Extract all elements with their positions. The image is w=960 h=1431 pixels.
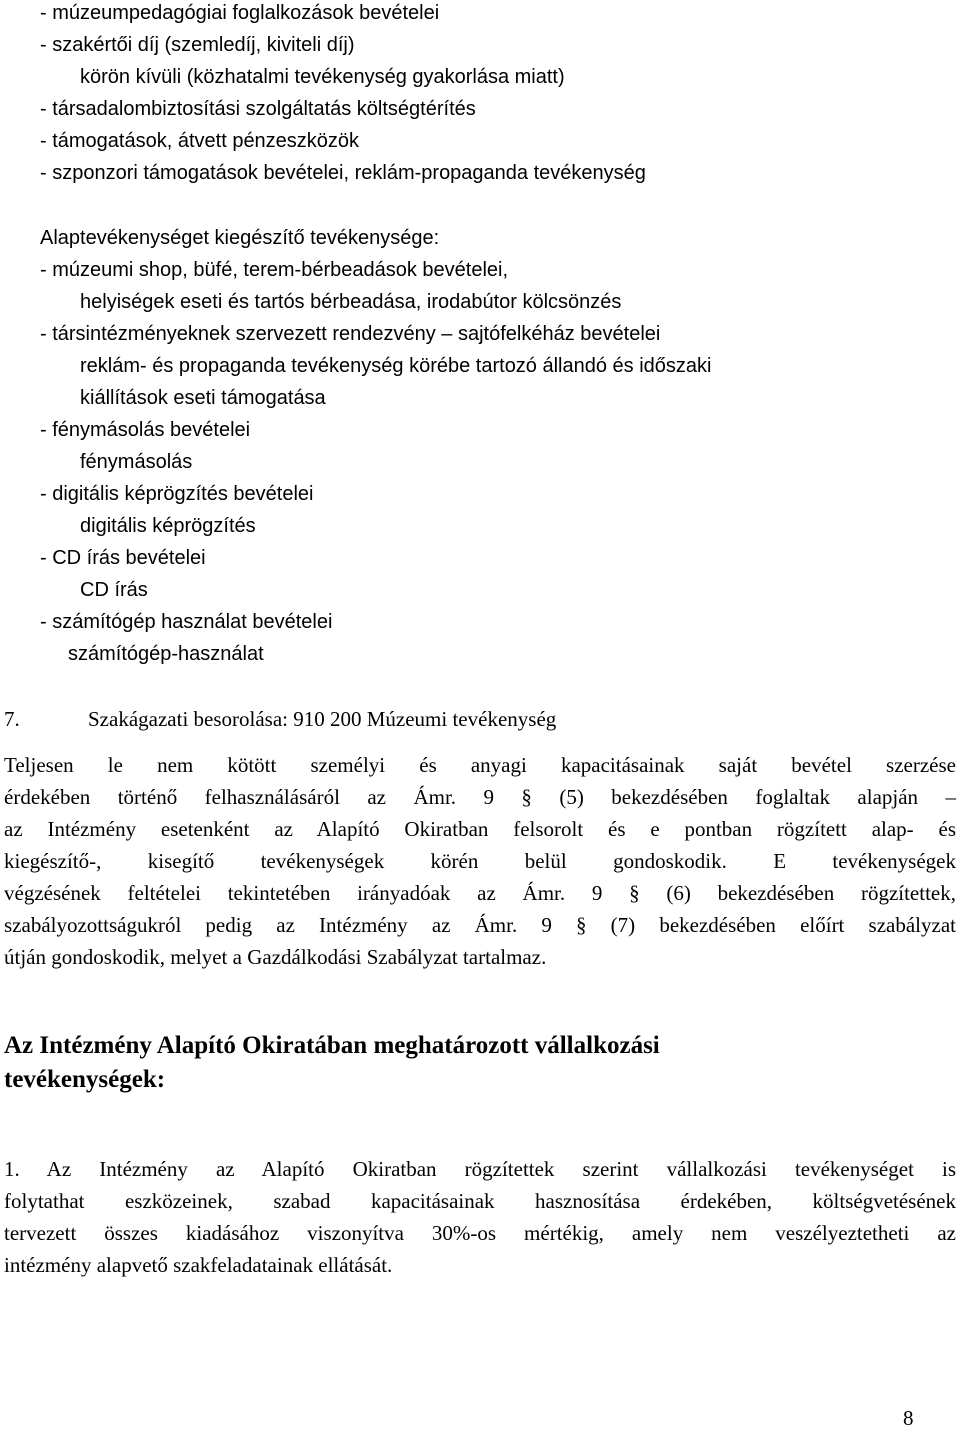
paragraph-line: kiegészítő-, kisegítő tevékenységek körén belül gondoskodik. E tevékenységek: [4, 849, 956, 873]
section-heading: tevékenységek:: [4, 1066, 166, 1093]
supplementary-line: - számítógép használat bevételei: [40, 611, 333, 633]
supplementary-line: helyiségek eseti és tartós bérbeadása, irodabútor kölcsönzés: [80, 291, 622, 313]
paragraph-line: útján gondoskodik, melyet a Gazdálkodási Szabályzat tartalmaz.: [4, 945, 547, 969]
revenue-item: - társadalombiztosítási szolgáltatás költségtérítés: [40, 98, 476, 120]
revenue-item: - támogatások, átvett pénzeszközök: [40, 130, 360, 152]
paragraph-line: folytathat eszközeinek, szabad kapacitásainak hasznosítása érdekében, költségvetésének: [4, 1189, 956, 1213]
paragraph-line: Teljesen le nem kötött személyi és anyagi kapacitásainak saját bevétel szerzése: [4, 753, 956, 777]
page-number: 8: [903, 1406, 914, 1430]
paragraph-line: intézmény alapvető szakfeladatainak ellátását.: [4, 1253, 393, 1277]
supplementary-line: - fénymásolás bevételei: [40, 419, 251, 441]
supplementary-line: reklám- és propaganda tevékenység körébe tartozó állandó és időszaki: [80, 355, 712, 377]
supplementary-heading: Alaptevékenységet kiegészítő tevékenysége:: [40, 227, 440, 249]
revenue-item: - szponzori támogatások bevételei, reklám-propaganda tevékenység: [40, 162, 646, 184]
supplementary-line: CD írás: [80, 579, 148, 601]
supplementary-line: - digitális képrögzítés bevételei: [40, 483, 314, 505]
supplementary-line: - CD írás bevételei: [40, 547, 206, 569]
revenue-item: - múzeumpedagógiai foglalkozások bevételei: [40, 2, 440, 24]
paragraph-line: érdekében történő felhasználásáról az Ámr. 9 § (5) bekezdésében foglaltak alapján –: [4, 785, 956, 809]
supplementary-line: - múzeumi shop, büfé, terem-bérbeadások bevételei,: [40, 259, 509, 281]
section-heading: Az Intézmény Alapító Okiratában meghatározott vállalkozási: [4, 1032, 660, 1059]
supplementary-line: számítógép-használat: [68, 643, 264, 665]
paragraph-line: végzésének feltételei tekintetében irányadóak az Ámr. 9 § (6) bekezdésében rögzítettek,: [4, 881, 956, 905]
supplementary-line: - társintézményeknek szervezett rendezvény – sajtófelkéház bevételei: [40, 323, 661, 345]
revenue-item: - szakértői díj (szemledíj, kiviteli díj): [40, 34, 355, 56]
paragraph-line: az Intézmény esetenként az Alapító Okiratban felsorolt és e pontban rögzített alap- és: [4, 817, 956, 841]
paragraph-line: tervezett összes kiadásához viszonyítva 30%-os mértékig, amely nem veszélyeztetheti az: [4, 1221, 956, 1245]
revenue-item-subline: körön kívüli (közhatalmi tevékenység gyakorlása miatt): [80, 66, 565, 88]
section-title: Szakágazati besorolása: 910 200 Múzeumi tevékenység: [88, 707, 557, 731]
paragraph-line: 1. Az Intézmény az Alapító Okiratban rögzítettek szerint vállalkozási tevékenységet is: [4, 1157, 956, 1181]
supplementary-line: kiállítások eseti támogatása: [80, 387, 326, 409]
paragraph-line: szabályozottságukról pedig az Intézmény az Ámr. 9 § (7) bekezdésében előírt szabályzat: [4, 913, 956, 937]
section-number: 7.: [4, 707, 20, 731]
supplementary-line: digitális képrögzítés: [80, 515, 256, 537]
supplementary-line: fénymásolás: [80, 451, 193, 473]
